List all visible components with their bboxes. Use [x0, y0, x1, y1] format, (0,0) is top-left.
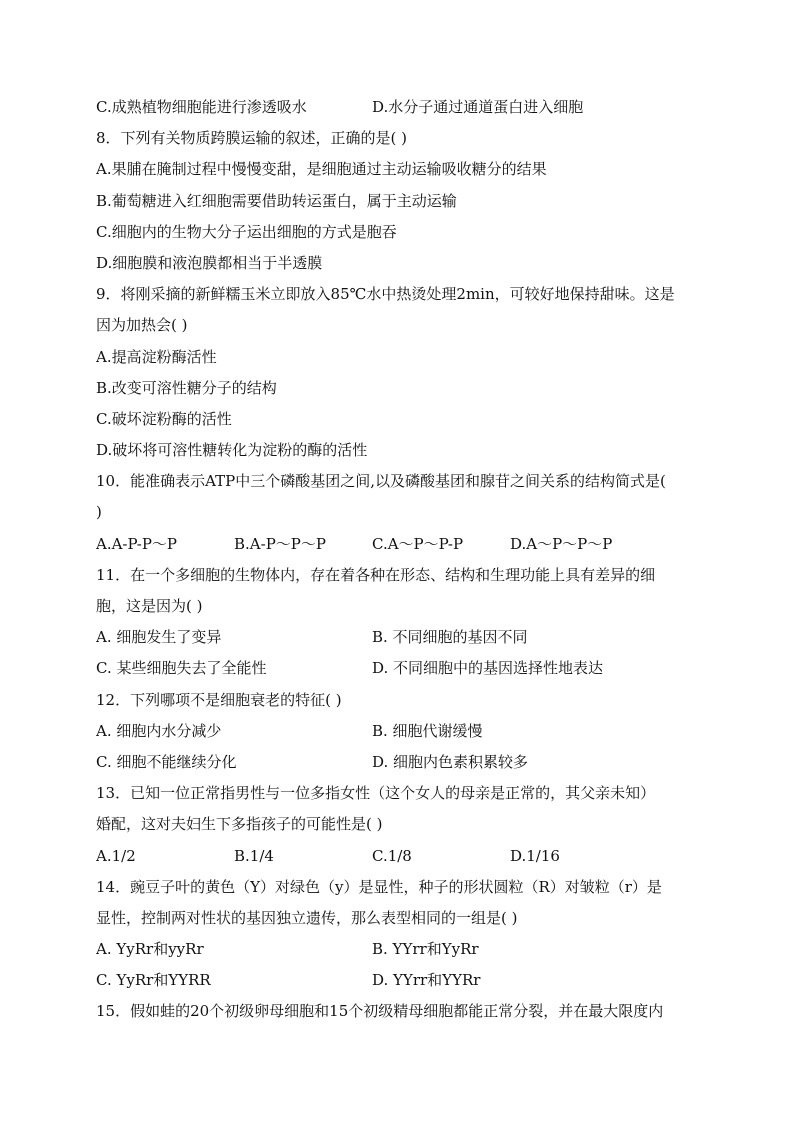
q13-option-a: A.1/2	[96, 846, 136, 865]
q14-stem-line2: 显性，控制两对性状的基因独立遗传，那么表型相同的一组是( )	[96, 908, 518, 927]
q10-option-b: B.A-P～P～P	[234, 534, 326, 553]
q11-stem-line1: 11．在一个多细胞的生物体内，存在着各种在形态、结构和生理功能上具有差异的细	[96, 565, 656, 584]
exam-page	[96, 92, 698, 1028]
q14-option-b: B. YYrr和YyRr	[372, 940, 479, 959]
q9-option-c: C.破坏淀粉酶的活性	[96, 409, 232, 428]
q9-option-b: B.改变可溶性糖分子的结构	[96, 378, 277, 397]
q9-option-a: A.提高淀粉酶活性	[96, 347, 217, 366]
q10-option-c: C.A～P～P-P	[372, 534, 464, 553]
q8-option-d: D.细胞膜和液泡膜都相当于半透膜	[96, 253, 323, 272]
q14-options-ab	[96, 934, 698, 965]
q11-option-b: B. 不同细胞的基因不同	[372, 628, 528, 647]
q11-options-ab	[96, 622, 698, 653]
q7-options-cd	[96, 92, 698, 123]
q11-options-cd	[96, 653, 698, 684]
q12-option-d: D. 细胞内色素积累较多	[372, 752, 529, 771]
q11-option-d: D. 不同细胞中的基因选择性地表达	[372, 659, 604, 678]
q10-stem-line1: 10．能准确表示ATP中三个磷酸基团之间,以及磷酸基团和腺苷之间关系的结构简式是(	[96, 472, 666, 491]
q8-option-a: A.果脯在腌制过程中慢慢变甜，是细胞通过主动运输吸收糖分的结果	[96, 160, 547, 179]
q8-option-c: C.细胞内的生物大分子运出细胞的方式是胞吞	[96, 222, 397, 241]
q13-option-b: B.1/4	[234, 846, 274, 865]
q14-option-d: D. YYrr和YYRr	[372, 971, 481, 990]
q10-stem-line2: )	[96, 503, 102, 522]
q12-option-c: C. 细胞不能继续分化	[96, 752, 237, 771]
q12-option-a: A. 细胞内水分减少	[96, 721, 222, 740]
q11-option-a: A. 细胞发生了变异	[96, 628, 222, 647]
q11-stem-line2: 胞，这是因为( )	[96, 597, 203, 615]
q13-option-d: D.1/16	[510, 846, 560, 865]
q10-option-a: A.A-P-P～P	[96, 534, 178, 553]
q14-option-c: C. YyRr和YYRR	[96, 971, 211, 990]
q12-stem: 12．下列哪项不是细胞衰老的特征( )	[96, 690, 342, 709]
q14-option-a: A. YyRr和yyRr	[96, 940, 204, 959]
q11-option-c: C. 某些细胞失去了全能性	[96, 659, 267, 678]
q12-option-b: B. 细胞代谢缓慢	[372, 721, 483, 740]
q9-option-d: D.破坏将可溶性糖转化为淀粉的酶的活性	[96, 441, 368, 460]
q10-option-d: D.A～P～P～P	[510, 534, 613, 553]
q12-options-ab	[96, 716, 698, 747]
q13-option-c: C.1/8	[372, 846, 412, 865]
q12-options-cd	[96, 747, 698, 778]
q13-options	[96, 841, 698, 872]
q10-options	[96, 529, 698, 560]
q7-option-c: C.成熟植物细胞能进行渗透吸水	[96, 98, 307, 116]
q14-options-cd	[96, 965, 698, 996]
q14-stem-line1: 14．豌豆子叶的黄色（Y）对绿色（y）是显性，种子的形状圆粒（R）对皱粒（r）是	[96, 877, 662, 896]
q13-stem-line1: 13．已知一位正常指男性与一位多指女性（这个女人的母亲是正常的，其父亲未知）	[96, 784, 656, 803]
q13-stem-line2: 婚配，这对夫妇生下多指孩子的可能性是( )	[96, 815, 383, 834]
q7-option-d: D.水分子通过通道蛋白进入细胞	[372, 98, 584, 116]
q15-stem-line1: 15．假如蛙的20个初级卵母细胞和15个初级精母细胞都能正常分裂，并在最大限度内	[96, 1002, 664, 1021]
q8-stem: 8．下列有关物质跨膜运输的叙述，正确的是( )	[96, 129, 408, 148]
q9-stem-line1: 9．将刚采摘的新鲜糯玉米立即放入85℃水中热烫处理2min，可较好地保持甜味。这是	[96, 285, 675, 304]
q9-stem-line2: 因为加热会( )	[96, 316, 188, 335]
q8-option-b: B.葡萄糖进入红细胞需要借助转运蛋白，属于主动运输	[96, 191, 457, 210]
